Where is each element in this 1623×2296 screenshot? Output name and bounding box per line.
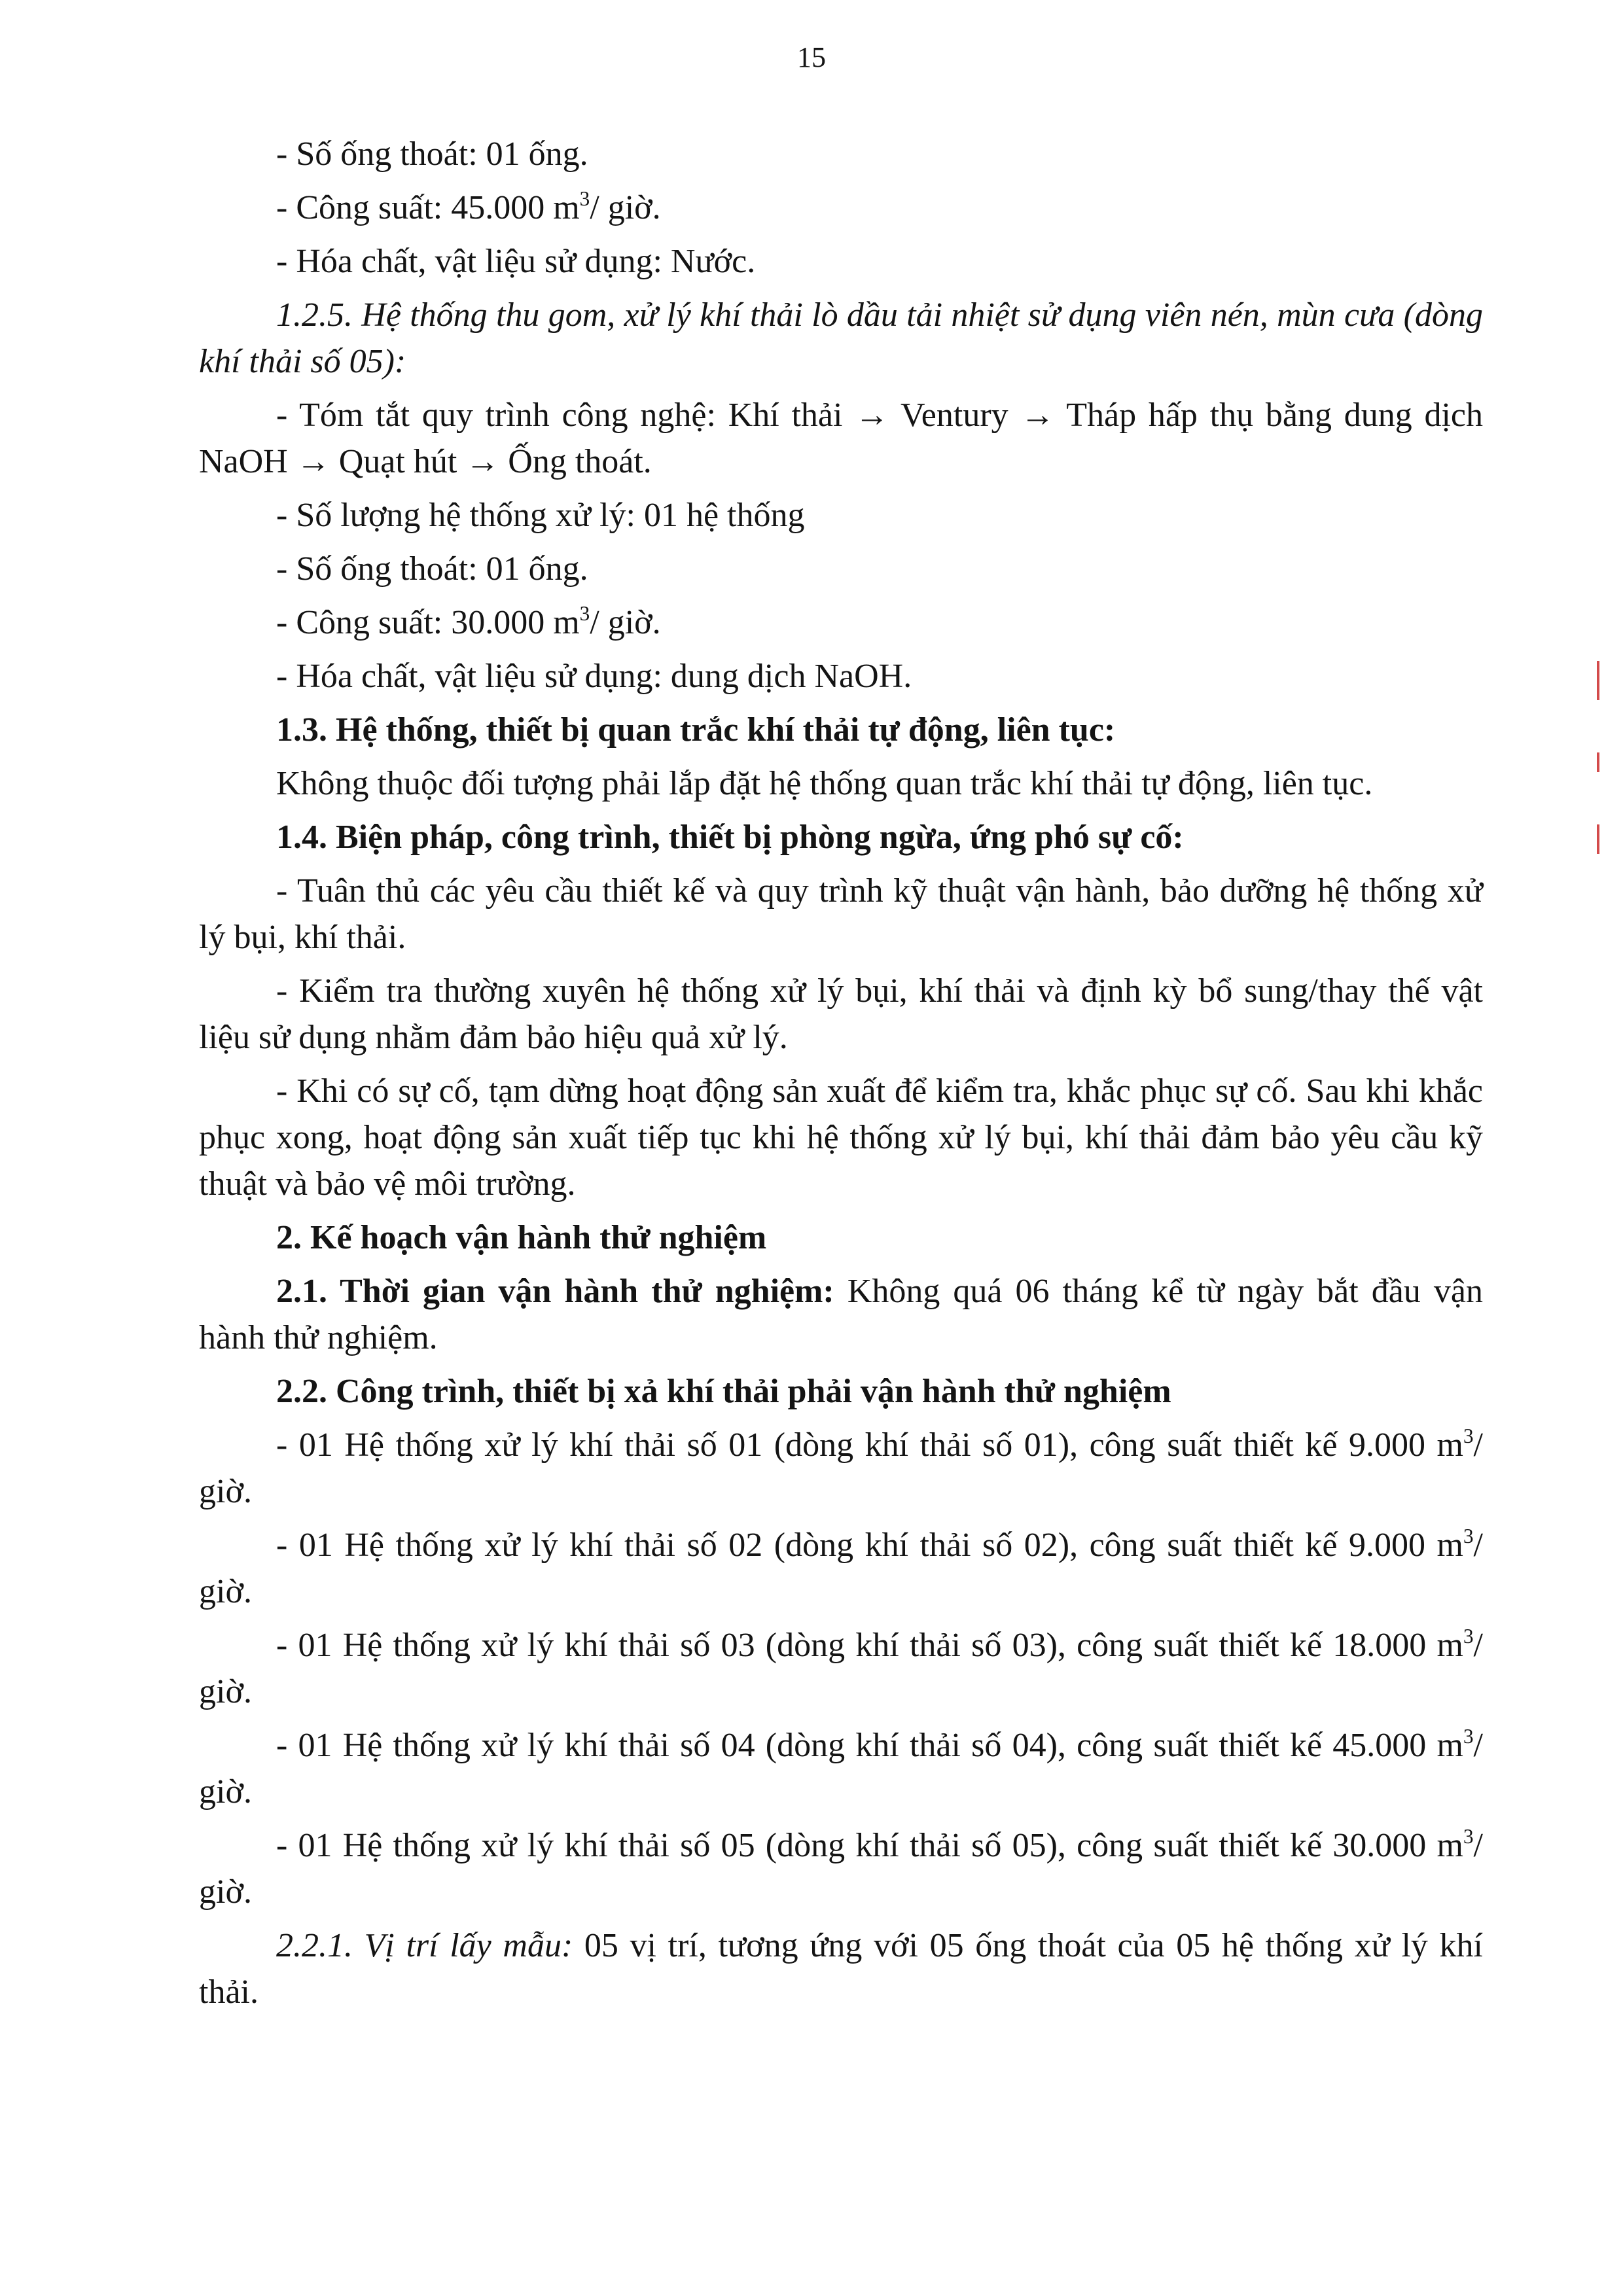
list-item: - Công suất: 45.000 $m^3/$ giờ. — [276, 187, 661, 226]
page-number: 15 — [797, 41, 826, 73]
list-item: - Hóa chất, vật liệu sử dụng: Nước. — [276, 243, 756, 280]
heading-1-3: 1.3. Hệ thống, thiết bị quan trắc khí thải tự động, liên tục: — [276, 711, 1116, 749]
heading-2-2: 2.2. Công trình, thiết bị xả khí thải phải vận hành thử nghiệm — [276, 1373, 1171, 1410]
scan-edge-mark — [1597, 752, 1599, 772]
list-item: - Tóm tắt quy trình công nghệ: Khí thải → Ventury → Tháp hấp thụ bằng dung dịch NaOH → Quạt hút → Ống thoát. — [199, 397, 1483, 480]
list-item: - Số lượng hệ thống xử lý: 01 hệ thống — [276, 497, 805, 534]
list-item: - 01 Hệ thống xử lý khí thải số 03 (dòng khí thải số 03), công suất thiết kế 18.000 $m^3/$ giờ. — [199, 1625, 1483, 1710]
list-item: - Khi có sự cố, tạm dừng hoạt động sản xuất để kiểm tra, khắc phục sự cố. Sau khi khắc phục xong, hoạt động sản xuất tiếp tục khi hệ thống xử lý bụi, khí thải đảm bảo yêu cầu kỹ thuật và bảo vệ môi trường. — [199, 1072, 1483, 1203]
list-item: - 01 Hệ thống xử lý khí thải số 05 (dòng khí thải số 05), công suất thiết kế 30.000 $m^3/$ giờ. — [199, 1825, 1483, 1911]
list-item: - Số ống thoát: 01 ống. — [276, 135, 588, 173]
list-item: - 01 Hệ thống xử lý khí thải số 01 (dòng khí thải số 01), công suất thiết kế 9.000 $m^3/$ giờ. — [199, 1424, 1483, 1510]
list-item: - Kiểm tra thường xuyên hệ thống xử lý bụi, khí thải và định kỳ bổ sung/thay thế vật liệu sử dụng nhằm đảm bảo hiệu quả xử lý. — [199, 972, 1483, 1056]
paragraph-1-3: Không thuộc đối tượng phải lắp đặt hệ thống quan trắc khí thải tự động, liên tục. — [276, 765, 1373, 802]
section-1-4-list — [199, 868, 1483, 1207]
paragraph-2-2-1: 2.2.1. Vị trí lấy mẫu: 05 vị trí, tương ứng với 05 ống thoát của 05 hệ thống xử lý khí thải. — [199, 1927, 1483, 2011]
heading-2: 2. Kế hoạch vận hành thử nghiệm — [276, 1219, 767, 1256]
list-item: - Số ống thoát: 01 ống. — [276, 550, 588, 588]
section-2-2-list — [199, 1422, 1483, 1915]
heading-1-2-5: 1.2.5. Hệ thống thu gom, xử lý khí thải lò dầu tải nhiệt sử dụng viên nén, mùn cưa (dòng khí thải số 05): — [199, 296, 1483, 380]
list-item: - 01 Hệ thống xử lý khí thải số 04 (dòng khí thải số 04), công suất thiết kế 45.000 $m^3/$ giờ. — [199, 1725, 1483, 1810]
section-1-2-5-body — [199, 392, 1483, 699]
section-1-2-4-tail — [199, 131, 1483, 285]
heading-1-4: 1.4. Biện pháp, công trình, thiết bị phòng ngừa, ứng phó sự cố: — [276, 819, 1184, 856]
list-item: - Công suất: 30.000 $m^3/$ giờ. — [276, 602, 661, 641]
heading-2-2-1: 2.2.1. Vị trí lấy mẫu: — [276, 1927, 573, 1964]
heading-2-1: 2.1. Thời gian vận hành thử nghiệm: — [276, 1273, 834, 1310]
list-item: - 01 Hệ thống xử lý khí thải số 02 (dòng khí thải số 02), công suất thiết kế 9.000 $m^3/$ giờ. — [199, 1525, 1483, 1610]
scan-edge-mark — [1597, 824, 1599, 854]
document-body — [199, 131, 1483, 2022]
paragraph-2-1: 2.1. Thời gian vận hành thử nghiệm: Không quá 06 tháng kể từ ngày bắt đầu vận hành thử nghiệm. — [199, 1273, 1483, 1356]
scan-edge-mark — [1597, 661, 1599, 700]
list-item: - Hóa chất, vật liệu sử dụng: dung dịch NaOH. — [276, 658, 912, 695]
list-item: - Tuân thủ các yêu cầu thiết kế và quy trình kỹ thuật vận hành, bảo dưỡng hệ thống xử lý bụi, khí thải. — [199, 872, 1483, 956]
